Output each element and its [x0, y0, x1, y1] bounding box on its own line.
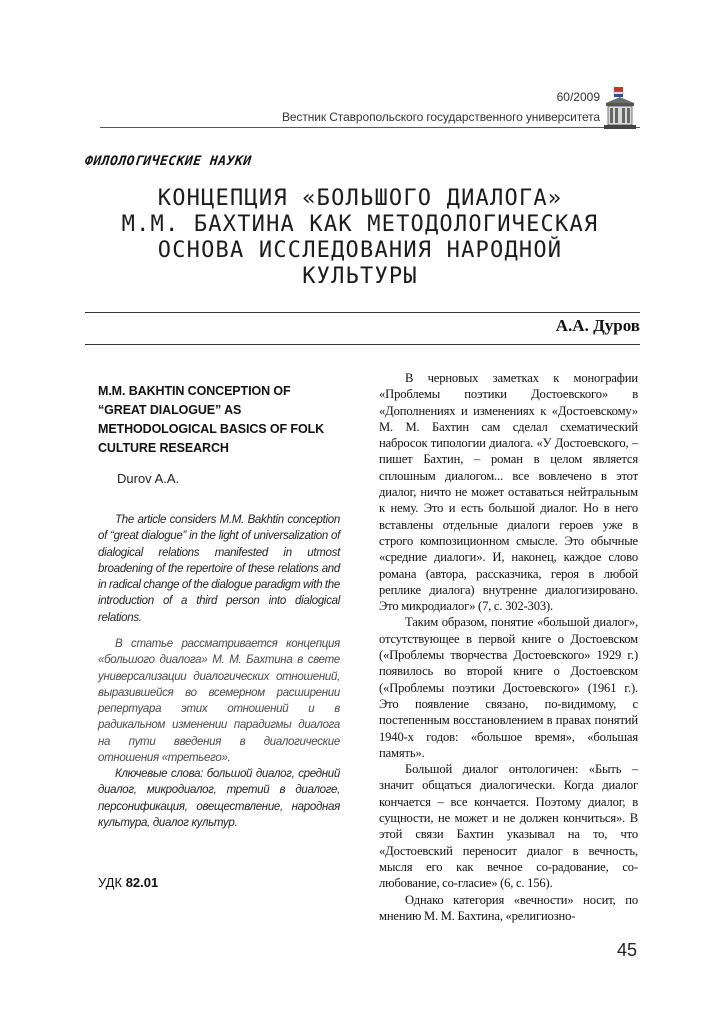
title-line: КОНЦЕПЦИЯ «БОЛЬШОГО ДИАЛОГА»: [157, 186, 563, 211]
body-paragraph: Большой диалог онтологичен: «Быть – значит общаться диалогически. Когда диалог кончается – все кончается. Поэтому диалог, в сущности, не может и не должен кончиться». В этой связи Бахтин указывал на то, что «Достоевский переносит диалог в вечность, мысля его как вечное со-радование, со-любование, со-гласие» (6, с. 156).: [379, 762, 638, 891]
author-rule-top: [85, 312, 640, 313]
title-line: ОСНОВА ИССЛЕДОВАНИЯ НАРОДНОЙ: [157, 238, 563, 263]
english-title: M.M. BAKHTIN CONCEPTION OF “GREAT DIALOGUE” AS METHODOLOGICAL BASICS OF FOLK CULTURE RESEARCH: [98, 384, 325, 455]
english-abstract: The article considers M.M. Bakhtin conception of “great dialogue” in the light of universalization of dialogical relations manifested in utmost broadening of the repertoire of these relations and in radical change of the dialogue paradigm with the introduction of a third person into dialogical relations.: [98, 514, 340, 624]
body-text: [379, 370, 638, 924]
article-title: [90, 186, 630, 290]
title-line: М.М. БАХТИНА КАК МЕТОДОЛОГИЧЕСКАЯ: [121, 212, 599, 237]
udc-label: УДК: [98, 875, 123, 890]
header-divider: [100, 127, 640, 128]
author-rule-bottom: [85, 344, 640, 345]
english-author: Durov A.A.: [117, 471, 180, 486]
page-number: 45: [616, 940, 637, 960]
udc-code: [98, 875, 158, 890]
udc-number: 82.01: [125, 875, 159, 890]
body-paragraph: Таким образом, понятие «большой диалог», отсутствующее в первой книге о Достоевском («Проблемы творчества Достоевского» 1929 г.) появилось во второй книге о Достоевском («Проблемы поэтики Достоевского» (1961 г.). Это появление связано, по-видимому, с постепенным восстановлением в правах понятий 1940-х годов: «большое время», «большая память».: [379, 615, 638, 760]
body-paragraph: В черновых заметках к монографии «Проблемы поэтики Достоевского» в «Дополнениях и изменениях к «Достоевскому» М. М. Бахтин сам сделал схематический набросок типологии диалога. «У Достоевского, – пишет Бахтин, – роман в целом является сплошным диалогом... все вовлечено в этот диалог, ничто не может оставаться нейтральным к нему. Это и есть большой диалог. Но в него вставлены отдельные диалоги героев уже в строго композиционном смысле. Это обычные «средние диалоги». И, наконец, каждое слово романа (автора, рассказчика, героя в любой реплике диалога) внутренне диалогизировано. Это микродиалог» (7, с. 302-303).: [379, 371, 638, 614]
title-line: КУЛЬТУРЫ: [302, 264, 418, 289]
body-paragraph: Однако категория «вечности» носит, по мнению М. М. Бахтина, «религиозно-: [379, 892, 638, 923]
section-label: ФИЛОЛОГИЧЕСКИЕ НАУКИ: [84, 154, 253, 169]
university-building-logo-icon: [603, 86, 637, 130]
journal-title: Вестник Ставропольского государственного университета: [281, 110, 600, 124]
issue-number: 60/2009: [556, 90, 600, 104]
russian-abstract: В статье рассматривается концепция «большого диалога» М. М. Бахтина в свете универсализации диалогических отношений, выразившейся во всемерном расширении репертуара этих отношений и в радикальном изменении парадигмы диалога на пути введения в диалогические отношения «третьего».: [98, 638, 340, 765]
author-name: А.А. Дуров: [555, 316, 640, 335]
keywords: Ключевые слова: большой диалог, средний диалог, микродиалог, третий в диалоге, персонификация, овеществление, народная культура, диалог культур.: [98, 768, 340, 829]
